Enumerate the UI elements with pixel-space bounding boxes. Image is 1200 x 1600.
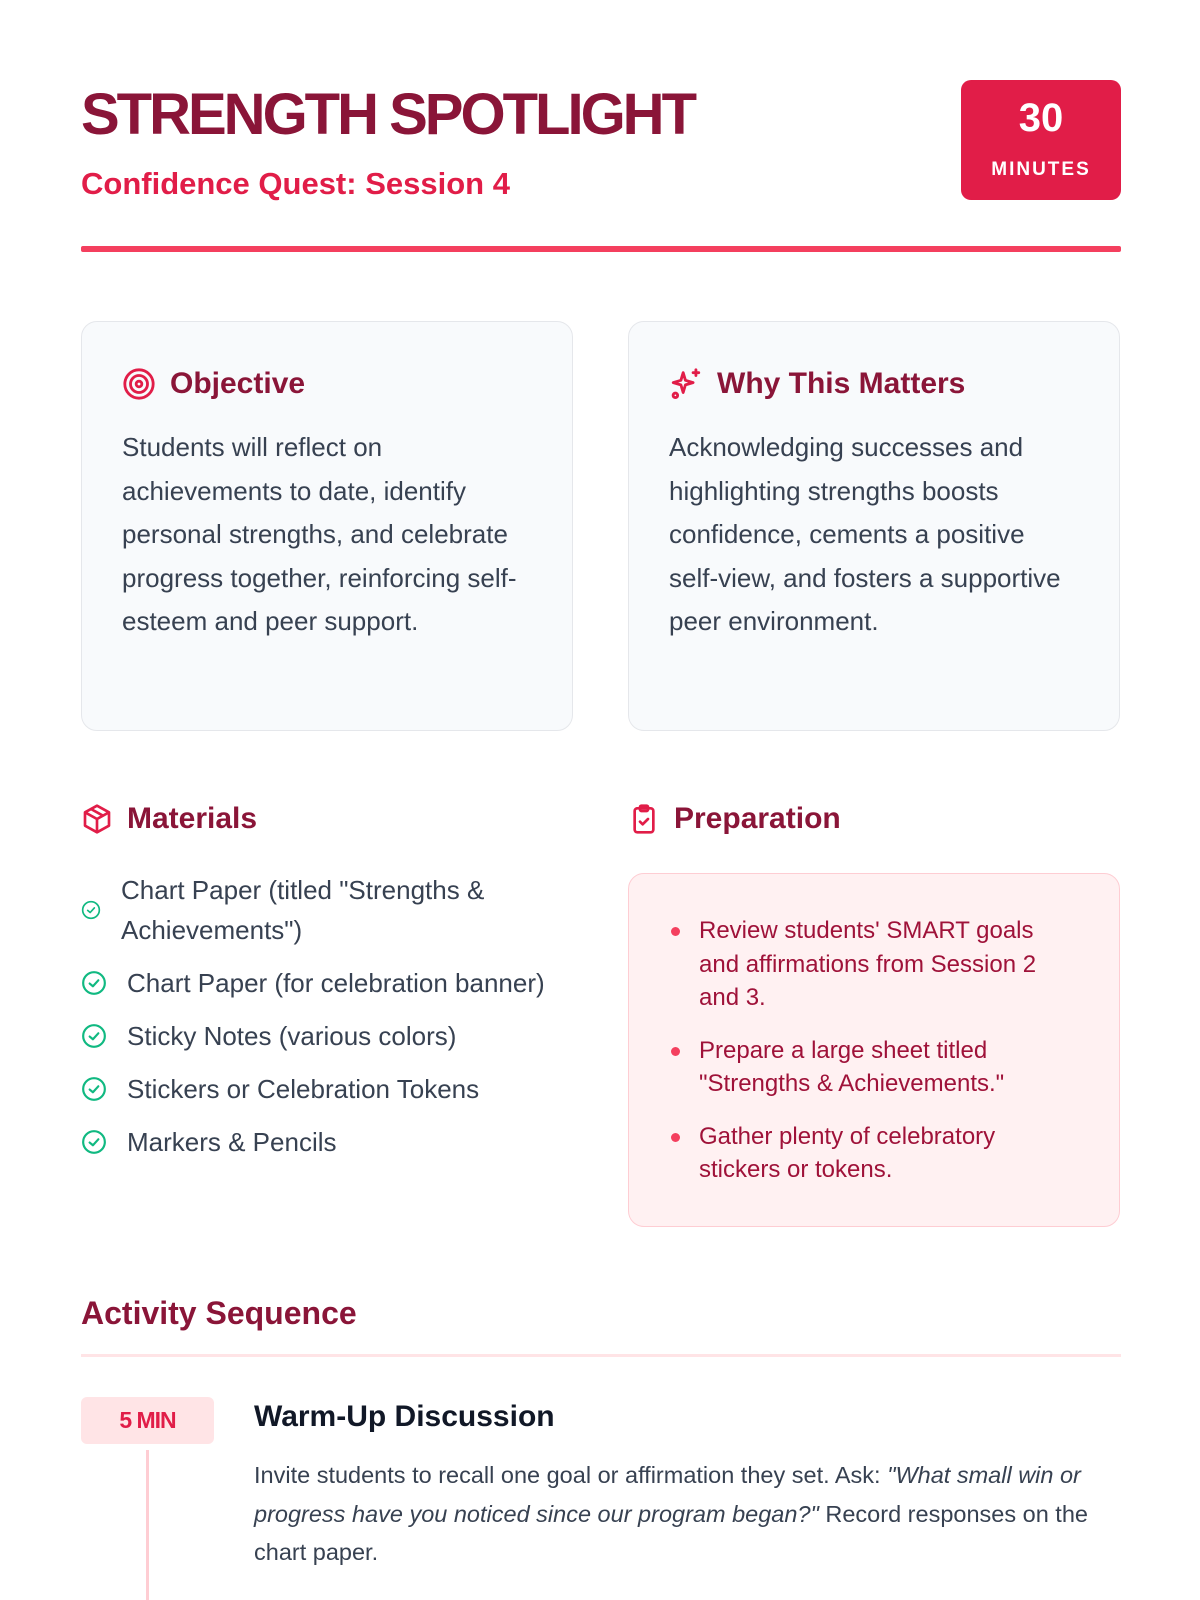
objective-title: Objective: [170, 367, 306, 400]
materials-title: Materials: [127, 802, 258, 835]
material-label: Sticky Notes (various colors): [127, 1021, 457, 1051]
duration-badge: [961, 80, 1121, 200]
check-circle-icon: [81, 1129, 107, 1155]
check-circle-icon: [81, 900, 101, 920]
list-item: [81, 1122, 561, 1162]
check-circle-icon: [81, 1023, 107, 1049]
step-duration-badge: 5 MIN: [81, 1397, 214, 1444]
step-text-intro: Invite students to recall one goal or affirmation they set. Ask:: [254, 1462, 888, 1488]
why-text: Acknowledging successes and highlighting strengths boosts confidence, cements a positive self-view, and fosters a supportive peer environment.: [669, 432, 1061, 636]
check-circle-icon: [81, 1076, 107, 1102]
step-quote: "What small win or progress have you noticed since our program began?": [254, 1462, 1081, 1527]
header-divider: [81, 246, 1121, 252]
duration-value: 30: [1018, 96, 1064, 140]
materials-heading: [81, 797, 257, 841]
why-title: Why This Matters: [717, 367, 966, 400]
list-item: [81, 1069, 561, 1109]
list-item: [81, 1016, 561, 1056]
package-icon: [81, 803, 113, 835]
activity-divider: [81, 1354, 1121, 1357]
list-item: Review students' SMART goals and affirmations from Session 2 and 3.: [669, 914, 1079, 1015]
preparation-list: [669, 914, 1079, 1187]
material-label: Markers & Pencils: [127, 1127, 337, 1157]
activity-title: Activity Sequence: [81, 1295, 357, 1331]
step-text-outro: Record responses on the chart paper.: [254, 1500, 1088, 1565]
material-label: Chart Paper (titled "Strengths & Achievements"): [121, 875, 485, 945]
timeline-line: [146, 1450, 149, 1600]
preparation-title: Preparation: [674, 802, 841, 835]
objective-card: [81, 321, 573, 731]
preparation-heading: [628, 797, 841, 841]
header: [81, 80, 1121, 250]
sparkles-icon: [669, 367, 703, 401]
why-card: [628, 321, 1120, 731]
preparation-box: [628, 873, 1120, 1227]
material-label: Stickers or Celebration Tokens: [127, 1074, 480, 1104]
step-title: Warm-Up Discussion: [254, 1400, 555, 1433]
clipboard-check-icon: [628, 803, 660, 835]
page-subtitle: Confidence Quest: Session 4: [81, 166, 510, 201]
list-item: [81, 870, 561, 950]
materials-list: [81, 870, 561, 1175]
duration-unit: MINUTES: [991, 159, 1091, 180]
list-item: Gather plenty of celebratory stickers or tokens.: [669, 1120, 1079, 1187]
list-item: [81, 963, 561, 1003]
objective-text: Students will reflect on achievements to date, identify personal strengths, and celebrate progress together, reinforcing self-esteem and peer support.: [122, 432, 517, 636]
check-circle-icon: [81, 970, 107, 996]
list-item: Prepare a large sheet titled "Strengths & Achievements.": [669, 1034, 1079, 1101]
page-title: STRENGTH SPOTLIGHT: [81, 82, 694, 147]
target-icon: [122, 367, 156, 401]
material-label: Chart Paper (for celebration banner): [127, 968, 545, 998]
step-description: [254, 1456, 1114, 1572]
